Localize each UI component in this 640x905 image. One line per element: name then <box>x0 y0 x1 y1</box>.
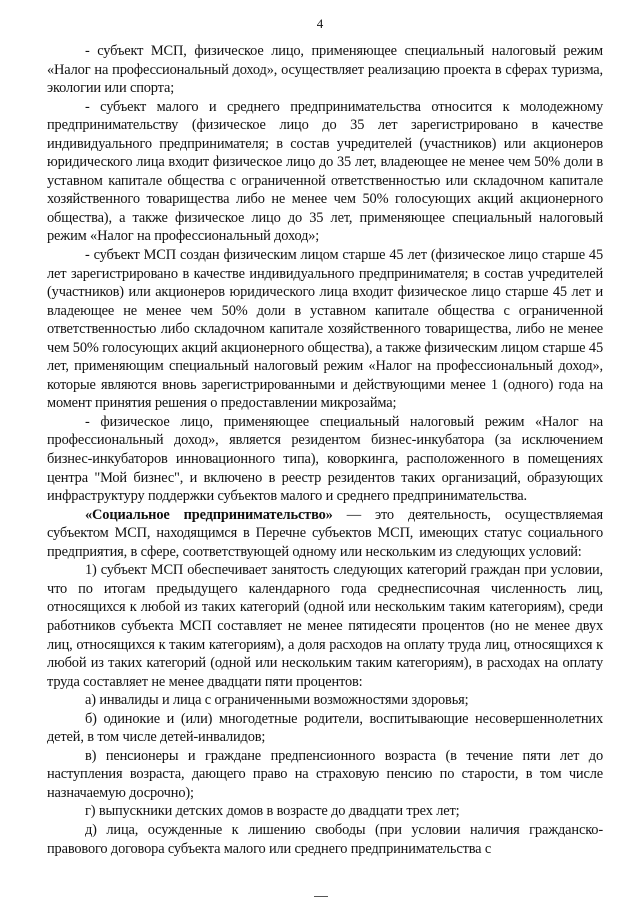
document-body <box>47 42 603 858</box>
paragraph-tourism-criterion: - субъект МСП, физическое лицо, применяющее специальный налоговый режим «Налог на профессиональный доход», осуществляет реализацию проекта в сферах туризма, экологии или спорта; <box>47 43 603 97</box>
paragraph-condition-1: 1) субъект МСП обеспечивает занятость следующих категорий граждан при условии, что по итогам предыдущего календарного года среднесписочная численность лиц, относящихся к любой из таких категорий (одной или нескольким таким категориям), среди работников субъекта МСП составляет не менее пятидесяти процентов (но не менее двух лиц, относящихся к таким категориям), а доля расходов на оплату труда лиц, относящихся к любой из таких категорий (одной или нескольким таким категориям), в расходах на оплату труда составляет не менее двадцати пяти процентов: <box>47 562 603 690</box>
paragraph-youth-criterion: - субъект малого и среднего предпринимательства относится к молодежному предпринимательству (физическое лицо до 35 лет зарегистрировано в качестве индивидуального предпринимателя; в состав учредителей (участников) или акционеров юридического лица входит физическое лицо до 35 лет, владеющее не менее чем 50% доли в уставном капитале общества с ограниченной ответственностью или складочном капитале хозяйственного товарищества либо не менее чем 50% голосующих акций акционерного общества), а также физическое лицо до 35 лет, применяющее специальный налоговый режим «Налог на профессиональный доход»; <box>47 98 603 245</box>
paragraph-incubator-criterion: - физическое лицо, применяющее специальный налоговый режим «Налог на профессиональный доход», является резидентом бизнес-инкубатора (за исключением бизнес-инкубаторов инновационного типа), коворкинга, расположенного в помещениях центра "Мой бизнес", и включено в реестр резидентов таких организаций, образующих инфраструктуру поддержки субъектов малого и среднего предпринимательства. <box>47 413 603 505</box>
list-item-d: д) лица, осужденные к лишению свободы (при условии наличия гражданско-правового договора субъекта малого или среднего предпринимательства с <box>47 821 603 857</box>
page-footer-mark <box>314 896 328 897</box>
social-entrepreneurship-term: «Социальное предпринимательство» <box>85 506 333 523</box>
page-number: 4 <box>316 16 324 31</box>
list-item-v: в) пенсионеры и граждане предпенсионного возраста (в течение пяти лет до наступления возраста, дающего право на страховую пенсию по старости, в том числе назначаемую досрочно); <box>47 747 603 801</box>
list-item-a: а) инвалиды и лица с ограниченными возможностями здоровья; <box>85 692 469 709</box>
paragraph-social-entrepreneurship <box>47 506 603 562</box>
paragraph-over-45-criterion: - субъект МСП создан физическим лицом старше 45 лет (физическое лицо старше 45 лет зарегистрировано в качестве индивидуального предпринимателя; в состав учредителей (участников) или акционеров юридического лица входит физическое лицо старше 45 лет и владеющее не менее чем 50% доли в уставном капитале общества с ограниченной ответственностью либо складочном капитале хозяйственного товарищества, либо не менее чем 50% голосующих акций акционерного общества), а также физическим лицом старше 45 лет, применяющим специальный налоговый режим «Налог на профессиональный доход», которые являются вновь зарегистрированными и действующими менее 1 (одного) года на момент принятия решения о предоставлении микрозайма; <box>47 247 603 412</box>
social-entrepreneurship-definition: — это деятельность, осуществляемая субъектом МСП, находящимся в Перечне субъектов МСП, имеющих статус социального предприятия, в сфере, соответствующей одному или нескольким из следующих условий: <box>47 506 603 560</box>
list-item-g: г) выпускники детских домов в возрасте до двадцати трех лет; <box>85 803 460 820</box>
list-item-b: б) одинокие и (или) многодетные родители, воспитывающие несовершеннолетних детей, в том числе детей-инвалидов; <box>47 710 603 746</box>
